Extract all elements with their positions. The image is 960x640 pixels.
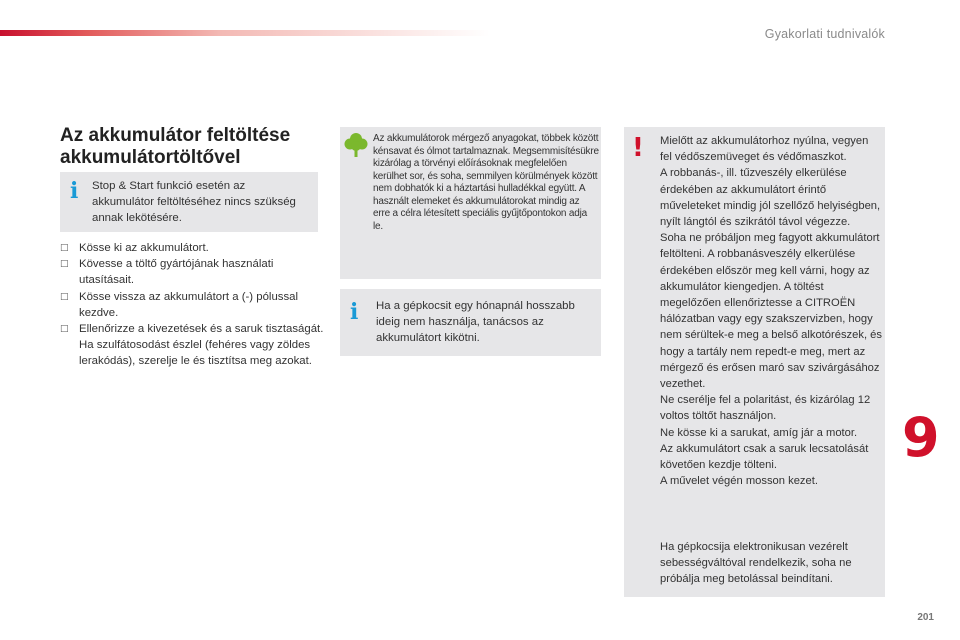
section-title: Gyakorlati tudnivalók [764,27,885,41]
info-icon: i [70,178,79,204]
page-title: Az akkumulátor feltöltése akkumulátortöltővel [60,125,291,168]
exclamation-icon: ! [632,133,644,163]
info-box-text: Ha a gépkocsit egy hónapnál hosszabb ideig nem használja, tanácsos az akkumulátort kikötni. [376,300,575,345]
info-box-text: Stop & Start funkció esetén az akkumulátor feltöltéséhez nincs szükség annak lekötésére. [92,180,296,225]
warning-paragraph: Az akkumulátort csak a saruk lecsatolását követően kezdje tölteni. [660,442,869,472]
warning-paragraph: Ne kösse ki a sarukat, amíg jár a motor. [660,426,858,439]
warning-paragraph: A művelet végén mosson kezet. [660,475,818,488]
warning-text [660,133,882,489]
warning-paragraph: Soha ne próbáljon meg fagyott akkumulátort feltölteni. A robbanásveszély elkerülése érdekében először meg kell várni, hogy az akkumulátor kiengedjen. A töltést megelőzően ellenőriztesse a CITROËN hálózatban vagy egy szakszervizben, hogy nem sérültek-e meg a belső alkotórészek, és hogy a tartály nem repedt-e meg, mert az mérgező és erősen maró sav szivárgásához vezethet. [660,232,882,391]
warning-box [624,127,885,597]
info-icon: i [350,299,359,325]
info-box-storage [340,289,601,356]
list-item: □ Ellenőrizze a kivezetések és a saruk tisztaságát. Ha szulfátosodást észlel (fehéres vagy zöldes lerakódás), szerelje le és tisztítsa meg azokat. [60,321,325,370]
chapter-number: 9 [902,406,940,469]
page-number: 201 [917,612,934,623]
list-item: □ Kövesse a töltő gyártójának használati utasításait. [60,256,325,288]
instruction-list [60,240,325,370]
list-item: □ Kösse ki az akkumulátort. [60,240,325,256]
eco-box [340,127,601,279]
warning-note: Ha gépkocsija elektronikusan vezérelt sebességváltóval rendelkezik, soha ne próbálja meg betolással beindítani. [660,541,852,586]
warning-paragraph: Ne cserélje fel a polaritást, és kizárólag 12 voltos töltőt használjon. [660,394,871,423]
eco-box-text: Az akkumulátorok mérgező anyagokat, többek között kénsavat és ólmot tartalmaznak. Megsemmisítésükre kizárólag a törvényi előírásoknak megfelelően kerülhet sor, és soha, semmilyen körülmények között nem dobhatók ki a háztartási hulladékkal együtt. A használt elemeket és akkumulátorokat mindig az erre a célra létesített speciális gyűjtőpontokon adja le. [373,133,599,232]
warning-paragraph: A robbanás-, ill. tűzveszély elkerülése érdekében az akkumulátort érintő műveleteket mindig jól szellőző helyiségben, nyílt lángtól és szikrától távol végezze. [660,167,881,229]
tree-icon [344,132,368,158]
header-accent-bar [0,30,490,36]
info-box-stop-start [60,172,318,232]
warning-paragraph: Mielőtt az akkumulátorhoz nyúlna, vegyen fel védőszemüveget és védőmaszkot. [660,135,869,164]
list-item: □ Kösse vissza az akkumulátort a (-) pólussal kezdve. [60,289,325,321]
